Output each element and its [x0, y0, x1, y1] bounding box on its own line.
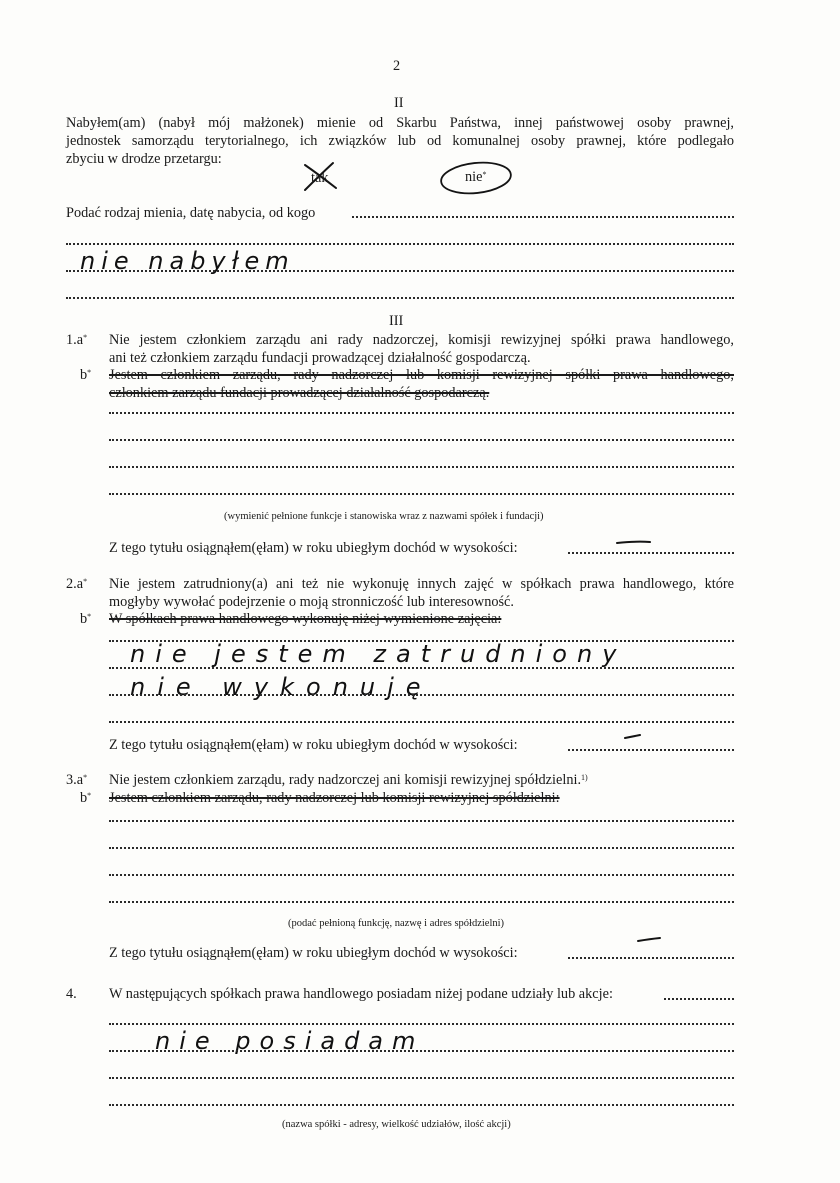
fill-line [568, 747, 734, 751]
fill-line [109, 692, 734, 696]
fill-line [109, 818, 734, 822]
fill-line [109, 719, 734, 723]
section-heading-iii: III [389, 313, 404, 329]
section-ii-line-1: Nabyłem(am) (nabył mój małżonek) mienie od Skarbu Państwa, innej państwowej osoby prawnej, [66, 115, 734, 131]
acquisition-prompt: Podać rodzaj mienia, datę nabycia, od kogo [66, 205, 316, 221]
fill-line [66, 295, 734, 299]
fill-line [568, 550, 734, 554]
fill-line [109, 491, 734, 495]
page-number: 2 [393, 58, 401, 74]
fill-line [66, 268, 734, 272]
item-4-text: W następujących spółkach prawa handlowego posiadam niżej podane udziały lub akcje: [109, 986, 613, 1002]
fill-line [109, 1021, 734, 1025]
handwritten-answer: nie nabyłem [80, 247, 295, 275]
item-2b-line-1: W spółkach prawa handlowego wykonuję niżej wymienione zajęcia: [109, 611, 502, 627]
item-2a-number: 2.a* [66, 576, 88, 592]
fill-line [352, 214, 734, 218]
fill-line [109, 665, 734, 669]
option-yes: tak [311, 170, 329, 186]
item-3-caption: (podać pełnioną funkcję, nazwę i adres spółdzielni) [288, 918, 505, 929]
fill-line [109, 1048, 734, 1052]
item-1-caption: (wymienić pełnione funkcje i stanowiska wraz z nazwami spółek i fundacji) [224, 511, 544, 522]
item-3b-number: b* [80, 790, 92, 806]
fill-line [109, 872, 734, 876]
item-1b-number: b* [80, 367, 92, 383]
fill-line [66, 241, 734, 245]
item-2a-line-2: mogłyby wywołać podejrzenie o moją stronniczość lub interesowność. [109, 594, 514, 610]
item-2-income-label: Z tego tytułu osiągnąłem(ęłam) w roku ubiegłym dochód w wysokości: [109, 737, 518, 753]
item-1a-line-2: ani też członkiem zarządu fundacji prowadzącej działalność gospodarczą. [109, 350, 531, 366]
fill-line [664, 996, 734, 1000]
fill-line [109, 464, 734, 468]
item-4-caption: (nazwa spółki - adresy, wielkość udziałów, ilość akcji) [282, 1119, 511, 1130]
section-ii-line-2: jednostek samorządu terytorialnego, ich związków lub od komunalnej osoby prawnej, które podlegało [66, 133, 734, 149]
fill-line [109, 1075, 734, 1079]
item-4-number: 4. [66, 986, 77, 1002]
item-1a-line-1: Nie jestem członkiem zarządu ani rady nadzorczej, komisji rewizyjnej spółki prawa handlowego, [109, 332, 734, 348]
dash-mark [617, 542, 660, 941]
fill-line [109, 410, 734, 414]
handwritten-answer: nie jestem zatrudniony [130, 640, 627, 668]
item-3a-line-1: Nie jestem członkiem zarządu, rady nadzorczej ani komisji rewizyjnej spółdzielni.$^{1)}$ [109, 772, 588, 788]
section-heading-ii: II [394, 95, 404, 111]
handwritten-answer: nie wykonuję [130, 673, 433, 701]
item-2b-number: b* [80, 611, 92, 627]
item-1b-line-1: Jestem członkiem zarządu, rady nadzorczej lub komisji rewizyjnej spółki prawa handlowego, [109, 367, 734, 383]
item-3a-number: 3.a* [66, 772, 88, 788]
fill-line [109, 1102, 734, 1106]
fill-line [109, 437, 734, 441]
fill-line [568, 955, 734, 959]
option-no: nie* [465, 169, 487, 185]
item-3b-line-1: Jestem członkiem zarządu, rady nadzorczej lub komisji rewizyjnej spółdzielni: [109, 790, 560, 806]
item-1b-line-2: członkiem zarządu fundacji prowadzącej działalność gospodarczą. [109, 385, 490, 401]
item-3-income-label: Z tego tytułu osiągnąłem(ęłam) w roku ubiegłym dochód w wysokości: [109, 945, 518, 961]
item-1-income-label: Z tego tytułu osiągnąłem(ęłam) w roku ubiegłym dochód w wysokości: [109, 540, 518, 556]
item-2a-line-1: Nie jestem zatrudniony(a) ani też nie wykonuję innych zajęć w spółkach prawa handlowego, które [109, 576, 734, 592]
section-ii-line-3: zbyciu w drodze przetargu: [66, 151, 222, 167]
fill-line [109, 899, 734, 903]
handwritten-answer: nie posiadam [155, 1027, 425, 1055]
fill-line [109, 845, 734, 849]
item-1a-number: 1.a* [66, 332, 88, 348]
